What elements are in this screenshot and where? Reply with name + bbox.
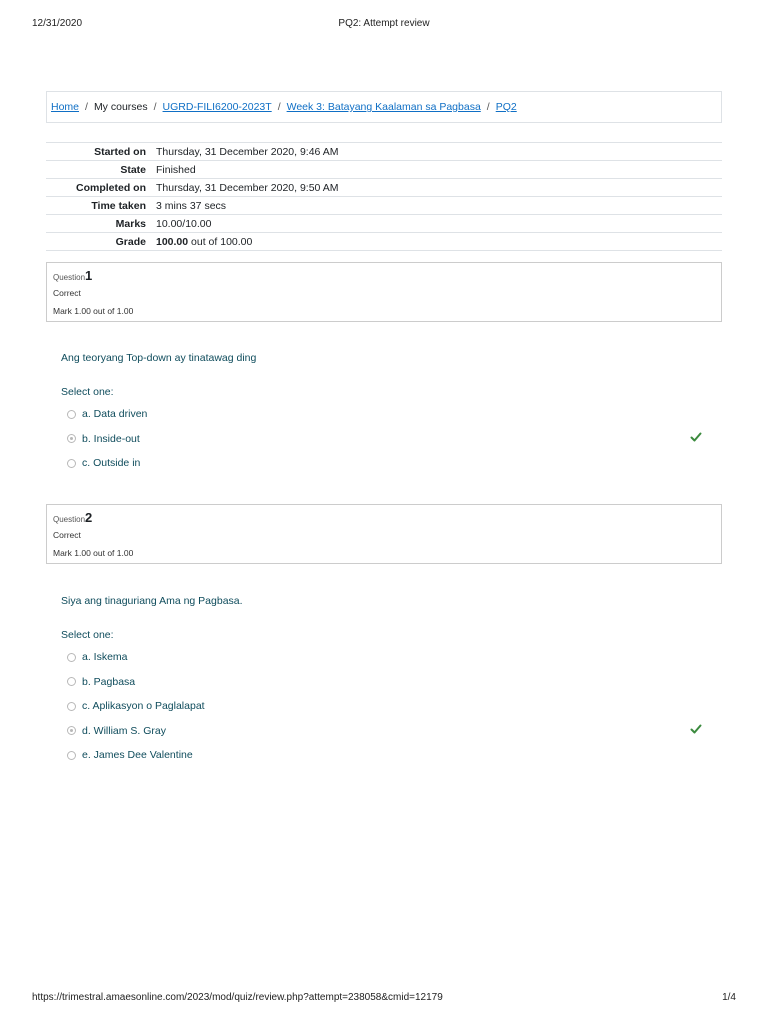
question-number: 1 (85, 268, 93, 283)
radio-button[interactable] (67, 434, 76, 443)
answer-option[interactable] (61, 427, 721, 452)
radio-button[interactable] (67, 726, 76, 735)
answer-list (61, 645, 721, 768)
breadcrumb-item: My courses (93, 101, 148, 113)
check-icon (690, 431, 702, 443)
summary-value: 10.00/10.00 (151, 215, 722, 233)
answer-option[interactable] (61, 670, 721, 695)
breadcrumb-link[interactable]: PQ2 (495, 101, 517, 113)
grade-value: 100.00 (156, 235, 189, 248)
question-number-line (53, 509, 715, 527)
answer-option[interactable] (61, 694, 721, 719)
question-state: Correct (53, 288, 81, 298)
radio-button[interactable] (67, 653, 76, 662)
question-number: 2 (85, 510, 93, 525)
check-icon (690, 723, 702, 735)
summary-value (151, 233, 722, 251)
answer-label: d. William S. Gray (82, 724, 167, 737)
print-footer (32, 992, 736, 1006)
radio-button[interactable] (67, 410, 76, 419)
select-one-prompt: Select one: (61, 386, 114, 398)
answer-option[interactable] (61, 719, 721, 744)
radio-button[interactable] (67, 677, 76, 686)
radio-button[interactable] (67, 459, 76, 468)
answer-option[interactable] (61, 645, 721, 670)
summary-value: 3 mins 37 secs (151, 197, 722, 215)
summary-row (46, 161, 722, 179)
breadcrumb-separator: / (153, 101, 157, 113)
breadcrumb-link[interactable]: Home (51, 101, 80, 113)
summary-row (46, 233, 722, 251)
grade-out-of: out of 100.00 (188, 235, 253, 248)
breadcrumb-separator: / (277, 101, 281, 113)
summary-row (46, 215, 722, 233)
answer-label: c. Outside in (82, 457, 141, 470)
summary-label: Completed on (46, 179, 151, 197)
breadcrumb-separator: / (486, 101, 490, 113)
answer-option[interactable] (61, 451, 721, 476)
summary-value: Thursday, 31 December 2020, 9:46 AM (151, 143, 722, 161)
question-1-content (61, 352, 721, 476)
select-one-prompt: Select one: (61, 629, 114, 641)
answer-option[interactable] (61, 743, 721, 768)
summary-row (46, 179, 722, 197)
radio-button[interactable] (67, 751, 76, 760)
print-header (32, 18, 736, 32)
question-text: Ang teoryang Top-down ay tinatawag ding (61, 352, 257, 364)
answer-label: c. Aplikasyon o Paglalapat (82, 700, 205, 713)
summary-label: Time taken (46, 197, 151, 215)
answer-list (61, 402, 721, 476)
print-date: 12/31/2020 (32, 18, 83, 29)
summary-row (46, 197, 722, 215)
answer-label: e. James Dee Valentine (82, 749, 193, 762)
summary-row (46, 143, 722, 161)
print-page-number: 1/4 (722, 992, 736, 1003)
question-label: Question (53, 273, 86, 282)
question-state: Correct (53, 530, 81, 540)
print-url: https://trimestral.amaesonline.com/2023/mod/quiz/review.php?attempt=238058&cmid=12179 (32, 992, 443, 1003)
answer-label: a. Data driven (82, 408, 148, 421)
question-text: Siya ang tinaguriang Ama ng Pagbasa. (61, 595, 243, 607)
summary-label: State (46, 161, 151, 179)
breadcrumb (46, 91, 722, 123)
summary-label: Marks (46, 215, 151, 233)
breadcrumb-separator: / (85, 101, 88, 113)
answer-label: b. Pagbasa (82, 675, 136, 688)
breadcrumb-link[interactable]: Week 3: Batayang Kaalaman sa Pagbasa (286, 101, 481, 113)
breadcrumb-link[interactable]: UGRD-FILI6200-2023T (162, 101, 272, 113)
question-2-content (61, 595, 721, 768)
attempt-summary-table (46, 142, 722, 251)
radio-button[interactable] (67, 702, 76, 711)
summary-label: Grade (46, 233, 151, 251)
question-2-info (46, 504, 722, 564)
answer-label: b. Inside-out (82, 432, 140, 445)
answer-option[interactable] (61, 402, 721, 427)
answer-label: a. Iskema (82, 651, 128, 664)
question-1-info (46, 262, 722, 322)
question-mark: Mark 1.00 out of 1.00 (53, 306, 134, 316)
question-label: Question (53, 515, 86, 524)
print-title: PQ2: Attempt review (338, 18, 430, 29)
question-number-line (53, 267, 715, 285)
question-mark: Mark 1.00 out of 1.00 (53, 548, 134, 558)
summary-label: Started on (46, 143, 151, 161)
summary-value: Finished (151, 161, 722, 179)
summary-value: Thursday, 31 December 2020, 9:50 AM (151, 179, 722, 197)
